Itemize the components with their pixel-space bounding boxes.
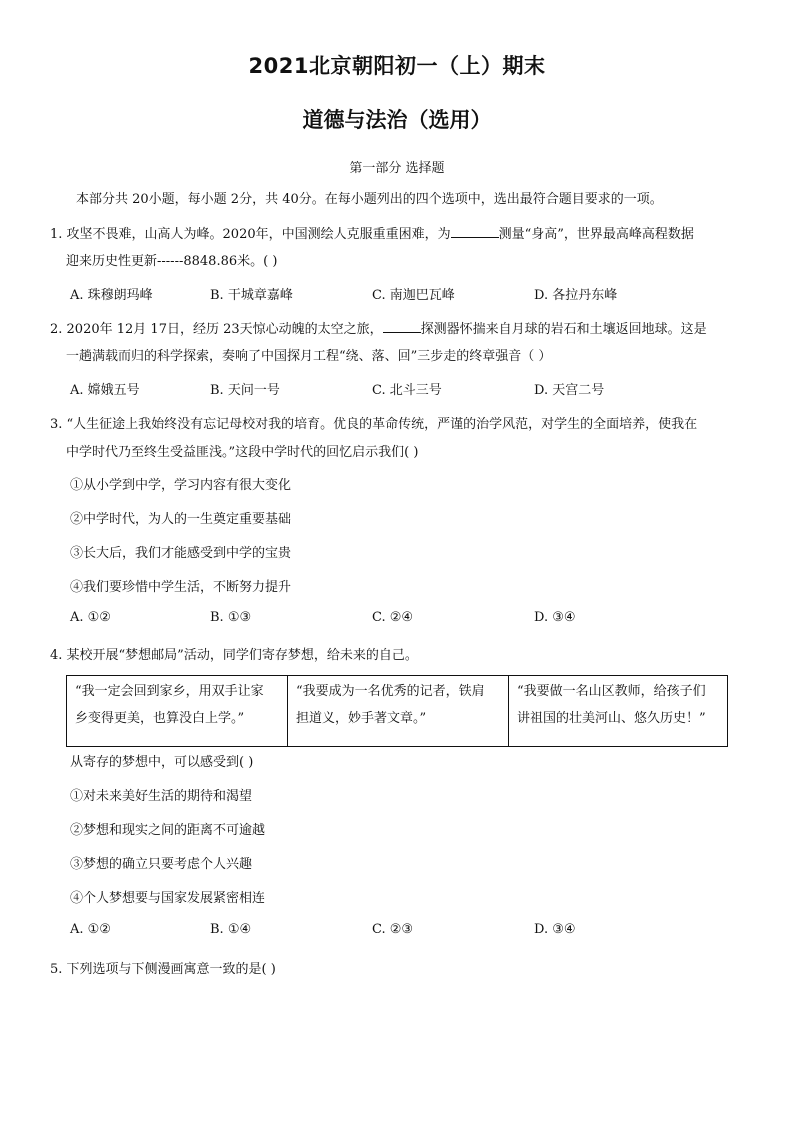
question-1-options [70,284,750,304]
question-3-statement-3: ③长大后，我们才能感受到中学的宝贵 [70,546,292,561]
dream-cell-line: “我要成为一名优秀的记者，铁肩 [296,684,485,699]
option-c: C. ②④ [372,610,414,625]
option-d: D. 各拉丹东峰 [534,288,618,303]
dream-cell-1 [67,676,288,747]
question-2-text-a: 2. 2020年 12月 17日，经历 23天惊心动魄的太空之旅， [50,322,383,337]
section-title: 第一部分 选择题 [349,161,445,176]
dream-cell-line: 担道义，妙手著文章。” [296,711,427,726]
question-3-statement-4: ④我们要珍惜中学生活，不断努力提升 [70,580,292,595]
answer-blank [383,320,421,333]
question-4-line1: 4. 某校开展“梦想邮局”活动，同学们寄存梦想，给未来的自己。 [50,648,418,663]
option-b: B. ①③ [210,610,252,625]
question-4-options [70,922,750,942]
question-5-line1: 5. 下列选项与下侧漫画寓意一致的是( ) [50,962,276,977]
option-b: B. 干城章嘉峰 [210,288,293,303]
dream-cell-2 [288,676,509,747]
option-c: C. 南迦巴瓦峰 [372,288,455,303]
option-c: C. ②③ [372,922,414,937]
question-2-line2: 一趟满载而归的科学探索，奏响了中国探月工程“绕、落、回”三步走的终章强音（ ） [66,349,552,364]
dream-table [66,675,728,747]
dream-cell-line: “我一定会回到家乡，用双手让家 [75,684,264,699]
section-instructions: 本部分共 20小题，每小题 2分，共 40分。在每小题列出的四个选项中，选出最符合题目要求的一项。 [76,192,663,207]
question-2-line1 [50,318,707,337]
question-4-statement-1: ①对未来美好生活的期待和渴望 [70,789,253,804]
question-1-line1 [50,223,694,242]
question-2-text-b: 探测器怀揣来自月球的岩石和土壤返回地球。这是 [420,322,707,337]
option-d: D. ③④ [534,610,576,625]
answer-blank [451,225,499,238]
option-a: A. 嫦娥五号 [70,383,140,398]
option-d: D. 天宫二号 [534,383,605,398]
question-1-line2: 迎来历史性更新------8848.86米。( ) [66,254,278,269]
question-3-statement-2: ②中学时代，为人的一生奠定重要基础 [70,512,292,527]
option-a: A. ①② [70,922,111,937]
option-c: C. 北斗三号 [372,383,442,398]
dream-cell-line: “我要做一名山区教师，给孩子们 [517,684,706,699]
option-a: A. 珠穆朗玛峰 [70,288,153,303]
question-4-statement-2: ②梦想和现实之间的距离不可逾越 [70,823,266,838]
dream-cell-3 [509,676,728,747]
option-b: B. 天问一号 [210,383,280,398]
question-3-options [70,610,750,630]
exam-subtitle: 道德与法治（选用） [302,108,492,132]
question-4-prompt: 从寄存的梦想中，可以感受到( ) [70,755,254,770]
question-3-statement-1: ①从小学到中学，学习内容有很大变化 [70,478,292,493]
question-2-options [70,379,750,399]
question-4-statement-4: ④个人梦想要与国家发展紧密相连 [70,891,266,906]
option-b: B. ①④ [210,922,252,937]
dream-cell-line: 讲祖国的壮美河山、悠久历史！” [517,711,706,726]
question-3-line1: 3. “人生征途上我始终没有忘记母校对我的培育。优良的革命传统，严谨的治学风范，对学生的全面培养，使我在 [50,417,698,432]
question-3-line2: 中学时代乃至终生受益匪浅。”这段中学时代的回忆启示我们( ) [66,445,419,460]
table-row [67,676,728,747]
question-4-statement-3: ③梦想的确立只要考虑个人兴趣 [70,857,253,872]
option-a: A. ①② [70,610,111,625]
exam-title: 2021北京朝阳初一（上）期末 [248,54,546,78]
option-d: D. ③④ [534,922,576,937]
dream-cell-line: 乡变得更美，也算没白上学。” [75,711,245,726]
question-1-text-b: 测量“身高”，世界最高峰高程数据 [498,227,694,242]
question-1-text-a: 1. 攻坚不畏难，山高人为峰。2020年，中国测绘人克服重重困难，为 [50,227,451,242]
